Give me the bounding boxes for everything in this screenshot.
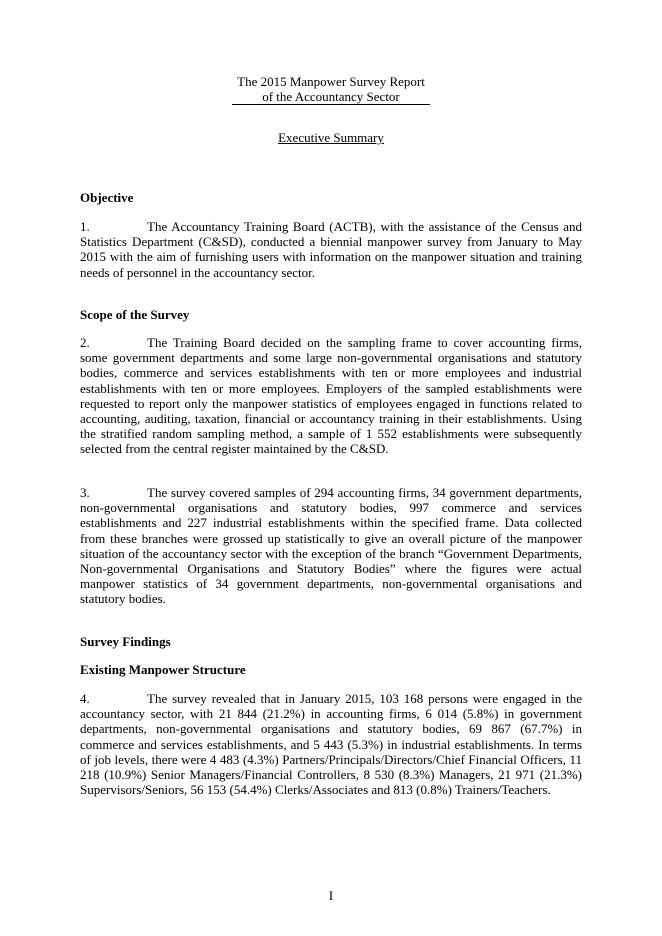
report-title-line-1: The 2015 Manpower Survey Report <box>237 74 425 89</box>
report-title-line-2: of the Accountancy Sector <box>232 89 430 105</box>
survey-findings-heading: Survey Findings <box>80 634 171 649</box>
executive-summary-heading: Executive Summary <box>278 130 384 145</box>
paragraph-1 <box>80 219 582 280</box>
objective-heading: Objective <box>80 190 134 205</box>
paragraph-4 <box>80 691 582 797</box>
paragraph-2-number: 2. <box>80 335 90 350</box>
paragraph-4-text: The survey revealed that in January 2015, 103 168 persons were engaged in the accountancy sector, with 21 844 (21.2%) in accounting firms, 6 014 (5.8%) in government departments, non-governmental organisations and statutory bodies, 69 867 (67.7%) in commerce and services establishments, and 5 443 (5.3%) in industrial establishments. In terms of job levels, there were 4 483 (4.3%) Partners/Principals/Directors/Chief Financial Officers, 11 218 (10.9%) Senior Managers/Financial Controllers, 8 530 (8.3%) Managers, 21 971 (21.3%) Supervisors/Seniors, 56 153 (54.4%) Clerks/Associates and 813 (0.8%) Trainers/Teachers. <box>80 691 582 798</box>
paragraph-2 <box>80 335 582 457</box>
scope-heading: Scope of the Survey <box>80 307 190 322</box>
paragraph-2-text: The Training Board decided on the sampling frame to cover accounting firms, some government departments and some large non-governmental organisations and statutory bodies, commerce and services establishments with ten or more employees and industrial establishments with ten or more employees. Employers of the sampled establishments were requested to report only the manpower statistics of employees engaged in functions related to accounting, auditing, taxation, financial or accountancy training in their establishments. Using the stratified random sampling method, a sample of 1 552 establishments were subsequently selected from the central register maintained by the C&SD. <box>80 335 582 457</box>
paragraph-1-text: The Accountancy Training Board (ACTB), with the assistance of the Census and Statistics Department (C&SD), conducted a biennial manpower survey from January to May 2015 with the aim of furnishing users with information on the manpower situation and training needs of personnel in the accountancy sector. <box>80 219 582 280</box>
paragraph-3-number: 3. <box>80 485 90 500</box>
existing-manpower-heading: Existing Manpower Structure <box>80 662 246 677</box>
report-title <box>0 74 662 105</box>
paragraph-3 <box>80 485 582 607</box>
paragraph-4-number: 4. <box>80 691 90 706</box>
paragraph-3-text: The survey covered samples of 294 accounting firms, 34 government departments, non-governmental organisations and statutory bodies, 997 commerce and services establishments and 227 industrial establishments within the specified frame. Data collected from these branches were grossed up statistically to give an overall picture of the manpower situation of the accountancy sector with the exception of the branch “Government Departments, Non-governmental Organisations and Statutory Bodies” where the figures were actual manpower statistics of 34 government departments, non-governmental organisations and statutory bodies. <box>80 485 582 607</box>
paragraph-1-number: 1. <box>80 219 90 234</box>
page-number: I <box>328 888 334 903</box>
